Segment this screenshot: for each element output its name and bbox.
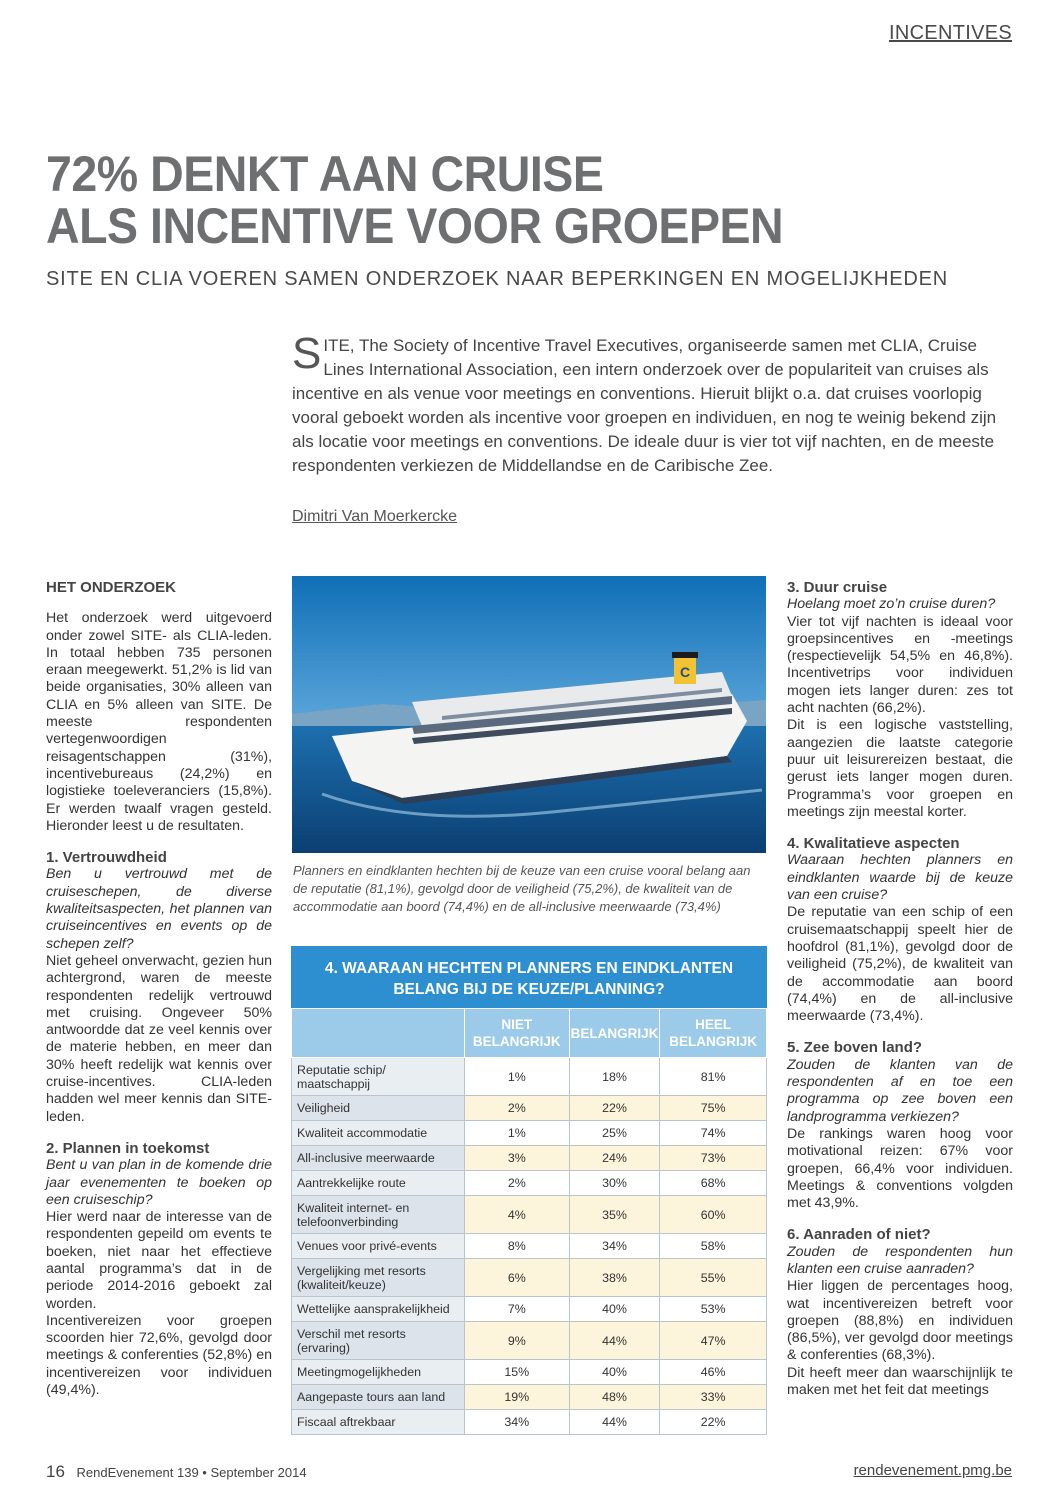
intro-dropcap: S [292, 329, 322, 378]
table-title-line-2: BELANG BIJ DE KEUZE/PLANNING? [393, 981, 665, 998]
row-label: Reputatie schip/ maatschappij [292, 1058, 465, 1096]
row-label: Aantrekkelijke route [292, 1171, 465, 1196]
answer-3a: Vier tot vijf nachten is ideaal voor groepsincentives en -meetings (respectievelijk 54,5% en 46,8%). Incentivetrips voor individuen mogen iets langer duren: zes tot acht nachten (66,2%). [787, 613, 1013, 717]
cell-niet-belangrijk: 7% [465, 1297, 570, 1322]
question-6: Zouden de respondenten hun klanten een cruise aanraden? [787, 1243, 1013, 1277]
row-label: Vergelijking met resorts (kwaliteit/keuze) [292, 1259, 465, 1297]
row-label: All-inclusive meerwaarde [292, 1146, 465, 1171]
table-row [292, 1322, 767, 1360]
row-label: Veiligheid [292, 1096, 465, 1121]
table-row [292, 1196, 767, 1234]
cell-heel-belangrijk: 33% [660, 1385, 767, 1410]
left-column [46, 579, 272, 1399]
table-header-belangrijk: BELANGRIJK [569, 1009, 660, 1058]
row-label: Meetingmogelijkheden [292, 1360, 465, 1385]
cell-belangrijk: 44% [569, 1410, 660, 1435]
heading-onderzoek: HET ONDERZOEK [46, 579, 177, 596]
cell-belangrijk: 24% [569, 1146, 660, 1171]
cell-niet-belangrijk: 15% [465, 1360, 570, 1385]
cell-belangrijk: 18% [569, 1058, 660, 1096]
cell-niet-belangrijk: 6% [465, 1259, 570, 1297]
row-label: Kwaliteit internet- en telefoonverbinding [292, 1196, 465, 1234]
table-title-line-1: 4. WAARAAN HECHTEN PLANNERS EN EINDKLANTEN [324, 960, 734, 977]
title-line-2: ALS INCENTIVE VOOR GROEPEN [46, 198, 784, 254]
cell-niet-belangrijk: 34% [465, 1410, 570, 1435]
table-row [292, 1297, 767, 1322]
row-label: Verschil met resorts (ervaring) [292, 1322, 465, 1360]
heading-kwalitatieve-aspecten: 4. Kwalitatieve aspecten [787, 835, 960, 853]
heading-aanraden: 6. Aanraden of niet? [787, 1226, 931, 1244]
table-row [292, 1121, 767, 1146]
page-number: 16 [46, 1462, 65, 1481]
cell-belangrijk: 35% [569, 1196, 660, 1234]
cell-niet-belangrijk: 4% [465, 1196, 570, 1234]
cell-niet-belangrijk: 9% [465, 1322, 570, 1360]
cell-niet-belangrijk: 8% [465, 1234, 570, 1259]
cell-heel-belangrijk: 53% [660, 1297, 767, 1322]
answer-1: Niet geheel onverwacht, gezien hun achtergrond, waren de meeste respondenten redelijk vertrouwd met cruising. Ongeveer 50% antwoordde dat ze veel kennis over de materie hebben, en meer dan 30% heeft redelijk wat kennis over cruise-incentives. CLIA-leden hadden wel meer kennis dan SITE-leden. [46, 952, 272, 1125]
photo-caption: Planners en eindklanten hechten bij de keuze van een cruise vooral belang aan de reputatie (81,1%), gevolgd door de veiligheid (75,2%), de kwaliteit van de accommodatie aan boord (74,4%) en de all-inclusive meerwaarde (73,4%) [293, 863, 751, 914]
table-row [292, 1096, 767, 1121]
cell-niet-belangrijk: 2% [465, 1171, 570, 1196]
table-header-heel-belangrijk: HEEL BELANGRIJK [660, 1009, 767, 1058]
cell-heel-belangrijk: 75% [660, 1096, 767, 1121]
cell-belangrijk: 22% [569, 1096, 660, 1121]
table-row [292, 1410, 767, 1435]
cell-niet-belangrijk: 1% [465, 1058, 570, 1096]
cell-heel-belangrijk: 60% [660, 1196, 767, 1234]
cell-belangrijk: 25% [569, 1121, 660, 1146]
row-label: Kwaliteit accommodatie [292, 1121, 465, 1146]
row-label: Wettelijke aansprakelijkheid [292, 1297, 465, 1322]
cell-heel-belangrijk: 47% [660, 1322, 767, 1360]
cell-heel-belangrijk: 74% [660, 1121, 767, 1146]
cell-niet-belangrijk: 3% [465, 1146, 570, 1171]
footer-issue [46, 1462, 307, 1482]
answer-6b: Dit heeft meer dan waarschijnlijk te maken met het feit dat meetings [787, 1364, 1013, 1399]
cell-belangrijk: 40% [569, 1297, 660, 1322]
row-label: Aangepaste tours aan land [292, 1385, 465, 1410]
importance-table [291, 1008, 767, 1435]
heading-plannen: 2. Plannen in toekomst [46, 1139, 210, 1157]
cell-heel-belangrijk: 46% [660, 1360, 767, 1385]
heading-zee-boven-land: 5. Zee boven land? [787, 1039, 923, 1057]
row-label: Venues voor privé-events [292, 1234, 465, 1259]
question-4: Waaraan hechten planners en eindklanten waarde bij de keuze van een cruise? [787, 852, 1013, 904]
table-row [292, 1171, 767, 1196]
question-1: Ben u vertrouwd met de cruiseschepen, de diverse kwaliteitsaspecten, het plannen van cruiseincentives en events op de schepen zelf? [46, 866, 272, 952]
table-row [292, 1385, 767, 1410]
cell-belangrijk: 44% [569, 1322, 660, 1360]
answer-6a: Hier liggen de percentages hoog, wat incentivereizen betreft voor groepen (88,8%) en individuen (86,5%), ver gevolgd door meetings & conferenties (68,3%). [787, 1278, 1013, 1364]
cell-niet-belangrijk: 19% [465, 1385, 570, 1410]
answer-3b: Dit is een logische vaststelling, aangezien die laatste categorie puur uit leisurereizen bestaat, die gerust iets langer mogen duren. Programma’s voor groepen en meetings zijn meestal korter. [787, 717, 1013, 820]
article-subtitle: SITE EN CLIA VOEREN SAMEN ONDERZOEK NAAR BEPERKINGEN EN MOGELIJKHEDEN [46, 268, 949, 290]
table-row [292, 1259, 767, 1297]
title-line-1: 72% DENKT AAN CRUISE [46, 146, 604, 202]
cell-niet-belangrijk: 1% [465, 1121, 570, 1146]
question-2: Bent u van plan in de komende drie jaar evenementen te boeken op een cruiseschip? [46, 1157, 272, 1208]
row-label: Fiscaal aftrekbaar [292, 1410, 465, 1435]
cruise-ship-illustration [292, 576, 766, 853]
funnel-logo: C [679, 664, 691, 680]
cell-heel-belangrijk: 81% [660, 1058, 767, 1096]
right-column [787, 579, 1013, 1399]
article-intro [292, 329, 1012, 478]
cell-belangrijk: 30% [569, 1171, 660, 1196]
cell-heel-belangrijk: 68% [660, 1171, 767, 1196]
table-row [292, 1234, 767, 1259]
paragraph-onderzoek: Het onderzoek werd uitgevoerd onder zowel SITE- als CLIA-leden. In totaal hebben 735 personen eraan meegewerkt. 51,2% is lid van beide organisaties, 30% alleen van CLIA en 5% alleen van SITE. De meeste respondenten vertegenwoordigen reisagentschappen (31%), incentivebureaus (24,2%) en logistieke toeleveranciers (15,8%). Er werden twaalf vragen gesteld. Hieronder leest u de resultaten. [46, 610, 272, 834]
answer-2a: Hier werd naar de interesse van de respondenten gepeild om events te boeken, niet naar het effectieve aantal programma’s dat in de periode 2014-2016 geboekt zal worden. [46, 1209, 272, 1312]
cell-heel-belangrijk: 73% [660, 1146, 767, 1171]
table-row [292, 1360, 767, 1385]
section-label: INCENTIVES [888, 22, 1012, 44]
cell-heel-belangrijk: 22% [660, 1410, 767, 1435]
issue-info: RendEvenement 139 • September 2014 [76, 1465, 307, 1480]
question-5: Zouden de klanten van de respondenten af en toe een programma op zee boven een landprogramma verkiezen? [787, 1056, 1013, 1125]
intro-text: ITE, The Society of Incentive Travel Executives, organiseerde samen met CLIA, Cruise Lines International Association, een intern onderzoek over de populariteit van cruises als incentive en als venue voor meetings en conventions. Hieruit blijkt o.a. dat cruises voorlopig vooral geboekt worden als incentive voor groepen en individuen, en nog te weinig bekend zijn als locatie voor meetings en conventions. De ideale duur is vier tot vijf nachten, en de meeste respondenten verkiezen de Middellandse en de Caribische Zee. [292, 336, 997, 475]
heading-duur-cruise: 3. Duur cruise [787, 579, 888, 596]
cell-niet-belangrijk: 2% [465, 1096, 570, 1121]
answer-2b: Incentivereizen voor groepen scoorden hier 72,6%, gevolgd door meetings & conferenties (52,8%) en incentivereizen voor individuen (49,4%). [46, 1312, 272, 1399]
table-row [292, 1146, 767, 1171]
question-3: Hoelang moet zo’n cruise duren? [787, 596, 996, 613]
cell-heel-belangrijk: 55% [660, 1259, 767, 1297]
author-link[interactable]: Dimitri Van Moerkercke [292, 508, 458, 525]
cell-heel-belangrijk: 58% [660, 1234, 767, 1259]
article-title [46, 148, 939, 252]
table-header-niet-belangrijk: NIET BELANGRIJK [465, 1009, 570, 1058]
footer-url-link[interactable]: rendevenement.pmg.be [853, 1462, 1012, 1479]
cruise-ship-photo [292, 576, 766, 853]
table-title [291, 946, 767, 1008]
cell-belangrijk: 40% [569, 1360, 660, 1385]
table-row [292, 1058, 767, 1096]
cell-belangrijk: 38% [569, 1259, 660, 1297]
answer-5: De rankings waren hoog voor motivational reizen: 67% voor groepen, 66,4% voor individuen. Meetings & conventions volgden met 43,9%. [787, 1125, 1013, 1212]
cell-belangrijk: 48% [569, 1385, 660, 1410]
answer-4: De reputatie van een schip of een cruisemaatschappij speelt hier de hoofdrol (81,1%), gevolgd door de veiligheid (75,2%), de kwaliteit van de accommodatie aan boord (74,4%) en de all-inclusive meerwaarde (73,4%). [787, 904, 1013, 1025]
cell-belangrijk: 34% [569, 1234, 660, 1259]
heading-vertrouwdheid: 1. Vertrouwdheid [46, 849, 167, 867]
table-header-row [292, 1009, 767, 1058]
table-header-empty [292, 1009, 465, 1058]
